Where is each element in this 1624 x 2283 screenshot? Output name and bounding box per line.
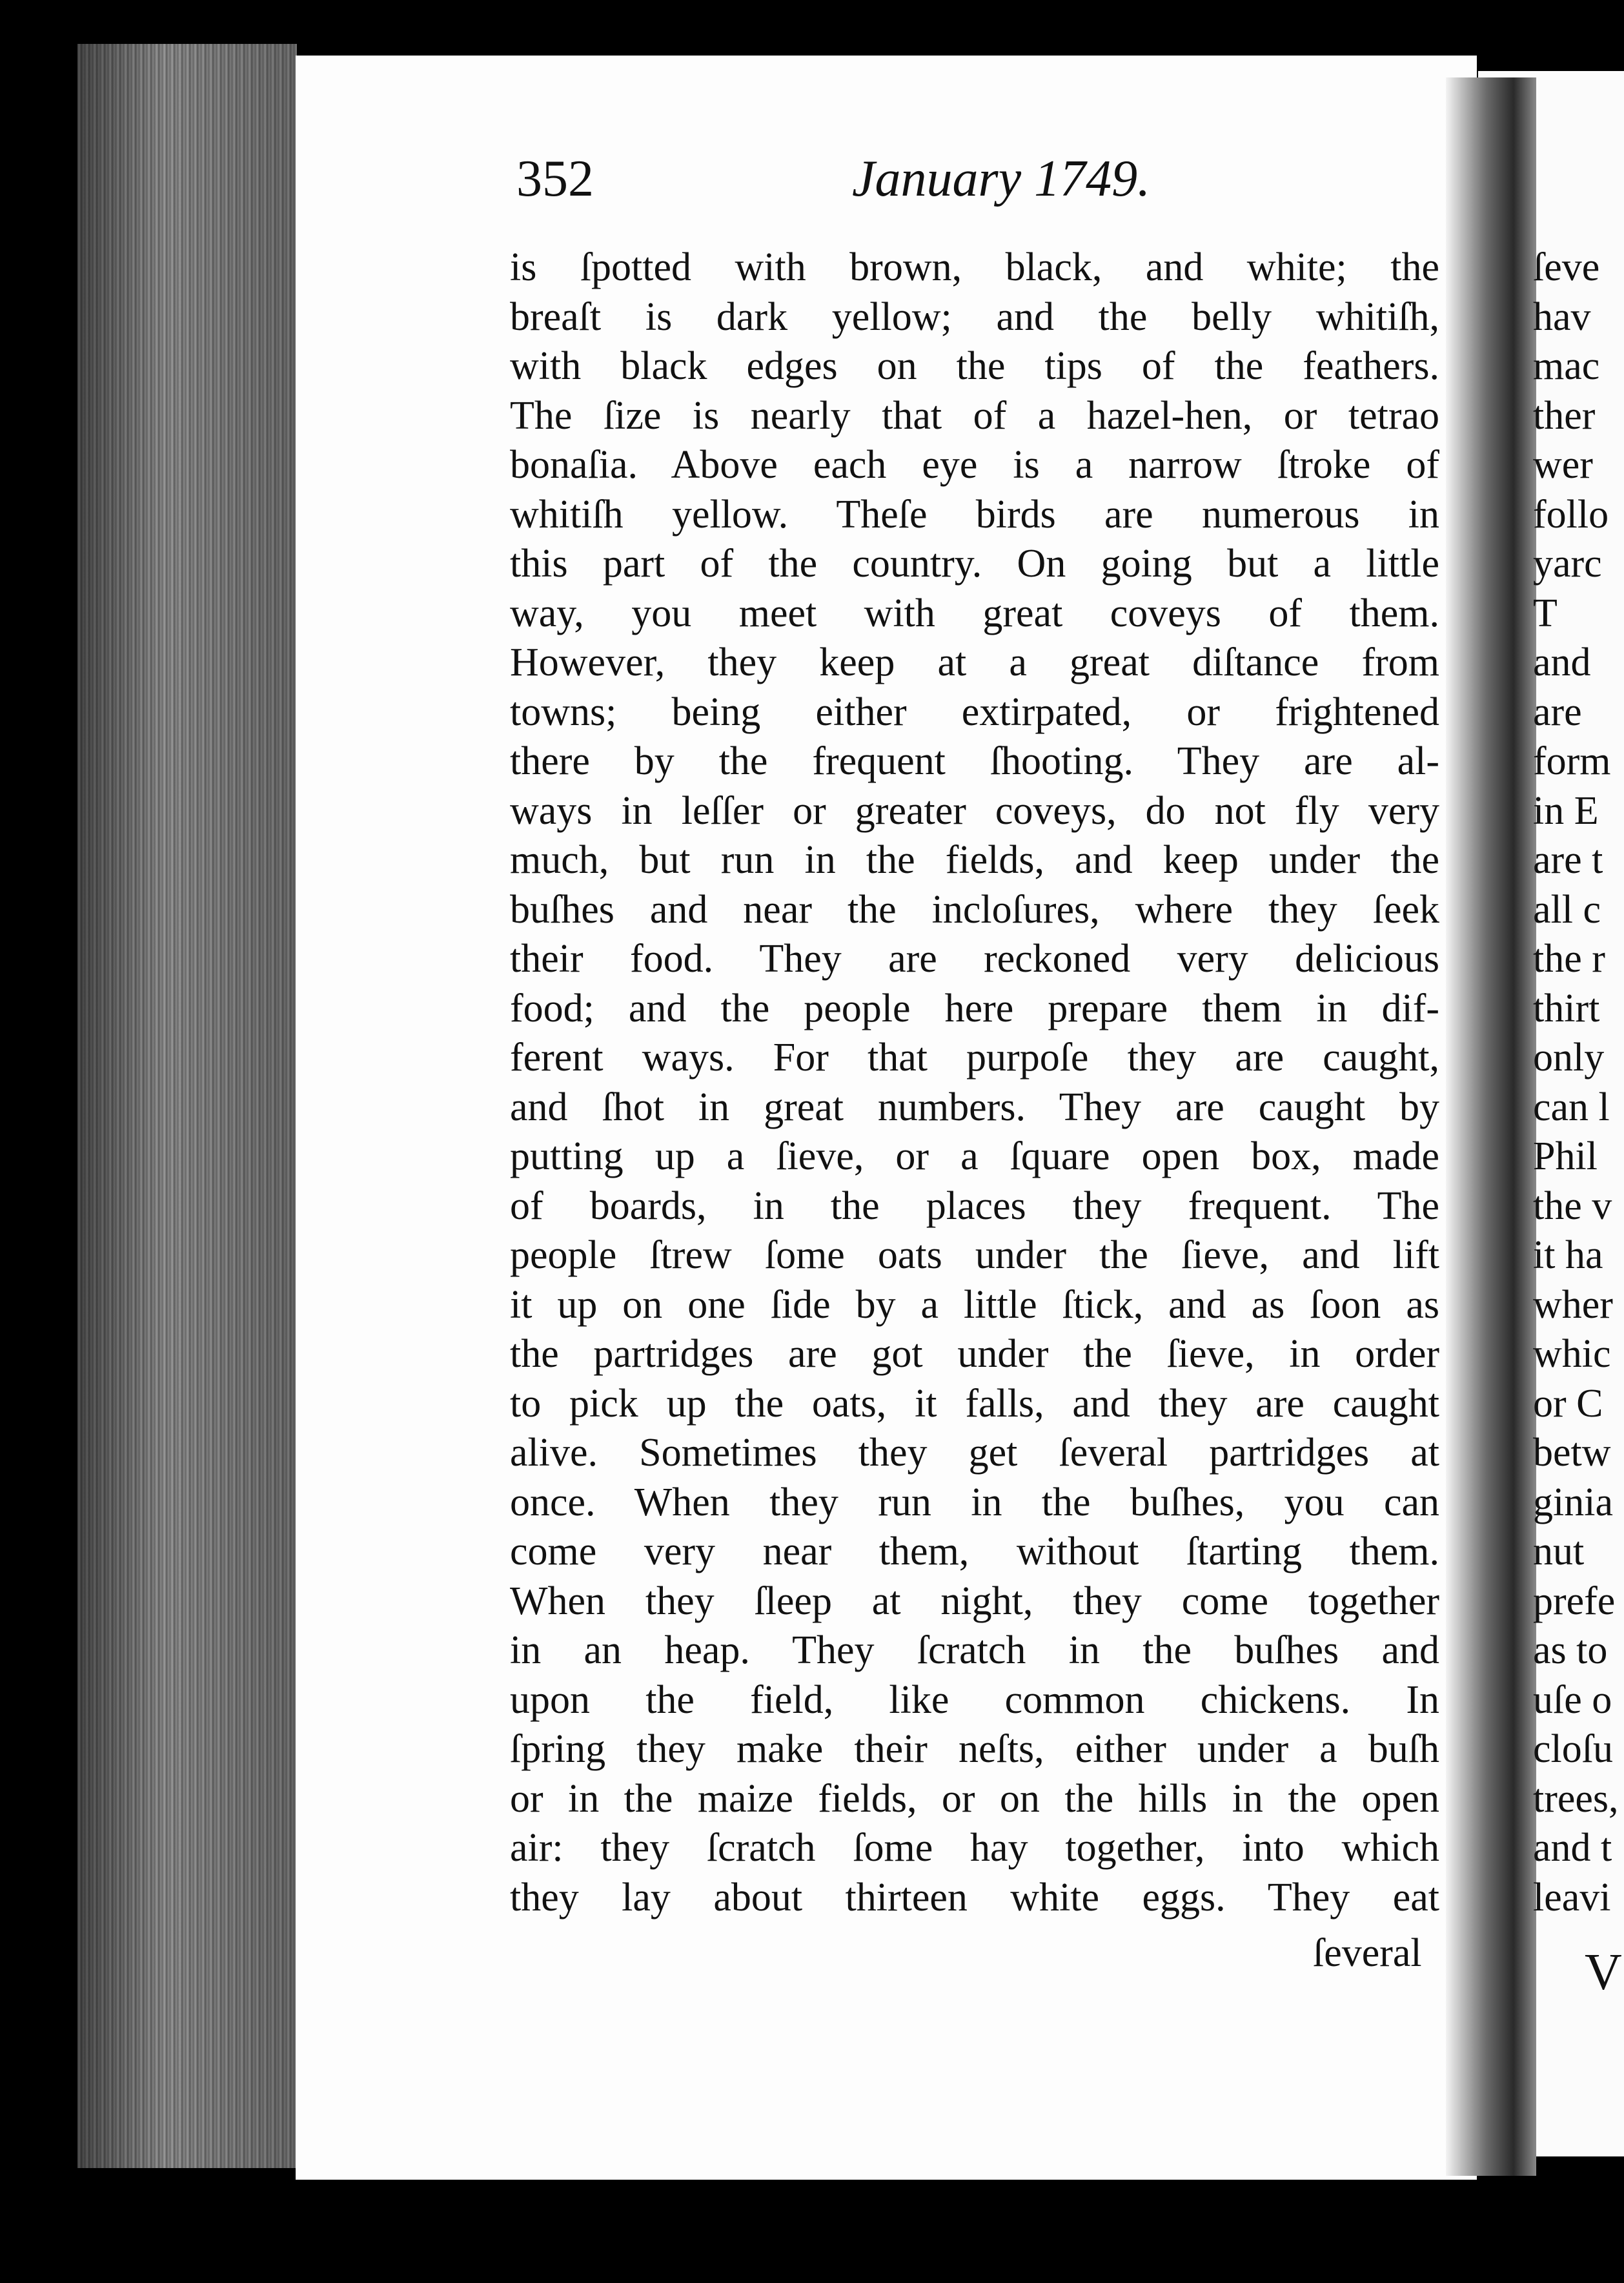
right-page-line: cloſu — [1533, 1727, 1613, 1771]
text-line: in an heap. They ſcratch in the buſhes and — [510, 1628, 1439, 1672]
right-page-line: and t — [1533, 1826, 1612, 1870]
right-page-line: the v — [1533, 1183, 1612, 1228]
text-line: air: they ſcratch ſome hay together, into which — [510, 1826, 1439, 1870]
text-line: once. When they run in the buſhes, you can — [510, 1480, 1439, 1524]
text-line: putting up a ſieve, or a ſquare open box, made — [510, 1134, 1439, 1178]
right-page-line: prefe — [1533, 1579, 1616, 1623]
text-line: to pick up the oats, it falls, and they are caught — [510, 1381, 1439, 1426]
right-page-line: and — [1533, 640, 1591, 684]
book-edge-shadow — [77, 44, 297, 2168]
text-line: their food. They are reckoned very delicious — [510, 937, 1439, 981]
right-page-line: form — [1533, 739, 1611, 783]
text-line: people ſtrew ſome oats under the ſieve, and lift — [510, 1233, 1439, 1277]
right-page-line: nut — [1533, 1530, 1585, 1573]
text-line: food; and the people here prepare them in dif- — [510, 986, 1439, 1030]
text-line: The ſize is nearly that of a hazel-hen, or tetrao — [510, 393, 1439, 438]
text-line: bonaſia. Above each eye is a narrow ſtroke of — [510, 443, 1439, 487]
text-line: they lay about thirteen white eggs. They eat — [510, 1875, 1439, 1920]
right-page-line: as to — [1533, 1628, 1608, 1672]
body-text — [510, 243, 1439, 1922]
text-line: of boards, in the places they frequent. The — [510, 1183, 1439, 1228]
text-line: However, they keep at a great diſtance from — [510, 640, 1439, 684]
text-line: way, you meet with great coveys of them. — [510, 591, 1439, 635]
text-line: or in the maize fields, or on the hills in the open — [510, 1776, 1439, 1821]
text-line: this part of the country. On going but a little — [510, 542, 1439, 586]
text-line: towns; being either extirpated, or frightened — [510, 690, 1439, 734]
right-page-line: Phil — [1533, 1134, 1598, 1178]
right-page-line: wher — [1533, 1282, 1613, 1327]
text-line: ſpring they make their neſts, either under a buſh — [510, 1727, 1439, 1771]
right-page-line: hav — [1533, 294, 1591, 339]
right-page-line: mac — [1533, 344, 1600, 388]
text-line: come very near them, without ſtarting them. — [510, 1530, 1439, 1573]
catchword: ſeveral — [1313, 1931, 1422, 1975]
right-page-line: all c — [1533, 887, 1601, 932]
right-page-line: the r — [1533, 937, 1605, 981]
right-page-line: are t — [1533, 838, 1603, 882]
right-page-line: betw — [1533, 1431, 1611, 1475]
right-page-line: ginia — [1533, 1480, 1613, 1524]
right-page-line: can l — [1533, 1085, 1610, 1129]
text-line: upon the field, like common chickens. In — [510, 1677, 1439, 1722]
text-line: and ſhot in great numbers. They are caught by — [510, 1085, 1439, 1129]
text-line: alive. Sometimes they get ſeveral partridges at — [510, 1431, 1439, 1475]
text-line: buſhes and near the incloſures, where they ſeek — [510, 887, 1439, 932]
right-page-line: uſe o — [1533, 1677, 1612, 1722]
right-page-line: yarc — [1533, 542, 1602, 586]
right-page-line: are — [1533, 690, 1582, 734]
text-line: much, but run in the fields, and keep under the — [510, 838, 1439, 882]
text-line: When they ſleep at night, they come together — [510, 1579, 1439, 1623]
text-line: there by the frequent ſhooting. They are al- — [510, 739, 1439, 783]
right-page-line: ther — [1533, 393, 1596, 438]
right-page-line: or C — [1533, 1381, 1603, 1426]
page-number: 352 — [516, 150, 594, 207]
right-page-text — [1533, 243, 1624, 1922]
right-page-line: leavi — [1533, 1875, 1611, 1920]
right-page-line: trees, — [1533, 1776, 1619, 1821]
text-line: is ſpotted with brown, black, and white; the — [510, 245, 1439, 289]
right-page-line: T — [1533, 591, 1558, 635]
right-page-line: ſeve — [1533, 245, 1600, 289]
running-title: January 1749. — [852, 150, 1151, 207]
book-gutter — [1446, 77, 1536, 2176]
right-page-footer: V — [1585, 1944, 1622, 2001]
text-line: with black edges on the tips of the feathers. — [510, 344, 1439, 388]
text-line: ways in leſſer or greater coveys, do not fly very — [510, 788, 1439, 833]
right-page-line: it ha — [1533, 1233, 1603, 1277]
right-page-line: only — [1533, 1036, 1605, 1080]
right-page-line: thirt — [1533, 986, 1600, 1030]
right-page-line: follo — [1533, 492, 1609, 537]
text-line: ferent ways. For that purpoſe they are caught, — [510, 1036, 1439, 1080]
text-line: whitiſh yellow. Theſe birds are numerous in — [510, 492, 1439, 537]
text-line: it up on one ſide by a little ſtick, and as ſoon as — [510, 1282, 1439, 1327]
text-line: the partridges are got under the ſieve, in order — [510, 1332, 1439, 1376]
right-page-line: in E — [1533, 788, 1599, 833]
right-page-line: wer — [1533, 443, 1593, 487]
text-line: breaſt is dark yellow; and the belly whitiſh, — [510, 294, 1439, 339]
right-page-line: whic — [1533, 1332, 1611, 1376]
